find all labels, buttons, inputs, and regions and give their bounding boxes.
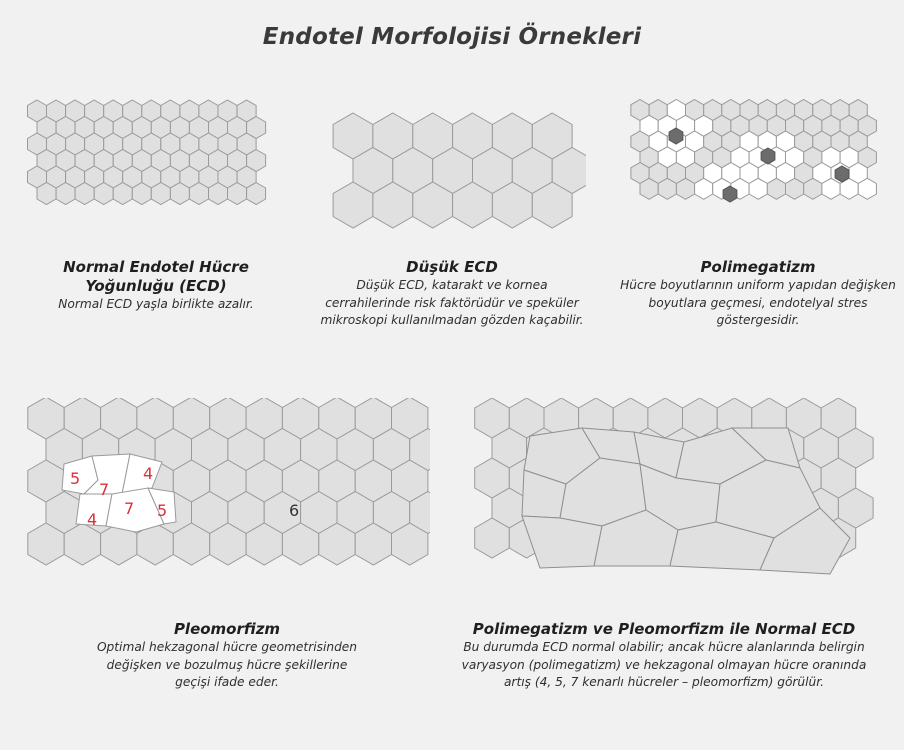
cell: [151, 183, 170, 205]
cell-label: 4: [143, 464, 154, 483]
irregular-cell: [522, 516, 602, 568]
cell: [170, 183, 189, 205]
enlarged-cell: [761, 148, 775, 164]
pleomorphism-caption: [92, 620, 362, 692]
cell: [189, 183, 208, 205]
cell-label: 5: [157, 501, 168, 520]
combined-caption: [450, 620, 878, 692]
cell: [247, 183, 266, 205]
cell: [56, 183, 75, 205]
low-ecd-hex-grid: [328, 98, 586, 230]
combined-description: Bu durumda ECD normal olabilir; ancak hücre alanlarında belirgin varyasyon (polimegatizm) ve hekzagonal olmayan hücre oranında artış (4, 5, 7 kenarlı hücreler – pleomorfizm) görülür.: [461, 640, 867, 689]
cell: [113, 183, 132, 205]
pleomorphism-hex-grid: [26, 398, 430, 594]
combined-title: Polimegatizm ve Pleomorfizm ile Normal ECD: [472, 620, 856, 638]
enlarged-cell: [723, 186, 737, 202]
cell: [695, 178, 713, 199]
polymegathism-hex-grid: [630, 98, 888, 230]
cell-label: 6: [289, 501, 300, 520]
cell-label: 7: [99, 480, 110, 499]
low-ecd-diagram: [328, 98, 586, 230]
enlarged-cell: [669, 128, 683, 144]
cell: [767, 178, 785, 199]
cell: [822, 178, 840, 199]
low-ecd-description: Düşük ECD, katarakt ve kornea cerrahilerinde risk faktörüdür ve speküler mikroskopi kullanılmadan gözden kaçabilir.: [320, 278, 584, 327]
combined-cell-mosaic: [470, 398, 876, 594]
normal-ecd-title: Normal Endotel Hücre Yoğunluğu (ECD): [63, 258, 249, 295]
cell: [786, 178, 804, 199]
cell: [209, 183, 228, 205]
cell: [228, 183, 247, 205]
cell: [676, 178, 694, 199]
cell: [749, 178, 767, 199]
cell: [37, 183, 56, 205]
enlarged-cell: [835, 166, 849, 182]
cell: [804, 178, 822, 199]
polymegathism-title: Polimegatizm: [700, 258, 816, 276]
low-ecd-caption: [318, 258, 586, 330]
pleomorphism-description: Optimal hekzagonal hücre geometrisinden değişken ve bozulmuş hücre şekillerine geçişi ifade eder.: [96, 640, 358, 689]
cell: [132, 183, 151, 205]
page-title: Endotel Morfolojisi Örnekleri: [262, 24, 642, 50]
cell: [94, 183, 113, 205]
low-ecd-title: Düşük ECD: [406, 258, 498, 276]
pleomorphism-title: Pleomorfizm: [173, 620, 281, 638]
normal-ecd-description: Normal ECD yaşla birlikte azalır.: [58, 297, 254, 311]
cell: [658, 178, 676, 199]
normal-ecd-diagram: [26, 98, 282, 230]
cell-label: 5: [70, 469, 81, 488]
cell: [858, 178, 876, 199]
normal-ecd-caption: [22, 258, 290, 314]
cell-label: 7: [124, 499, 135, 518]
cell-label: 4: [87, 510, 98, 529]
cell: [640, 178, 658, 199]
combined-diagram: [470, 398, 876, 594]
normal-ecd-hex-grid: [26, 98, 282, 230]
cell: [75, 183, 94, 205]
polymegathism-description: Hücre boyutlarının uniform yapıdan değişken boyutlara geçmesi, endotelyal stres göstergesidir.: [620, 278, 896, 327]
pleomorphism-diagram: [26, 398, 430, 594]
polymegathism-caption: [618, 258, 898, 330]
polymegathism-diagram: [630, 98, 888, 230]
